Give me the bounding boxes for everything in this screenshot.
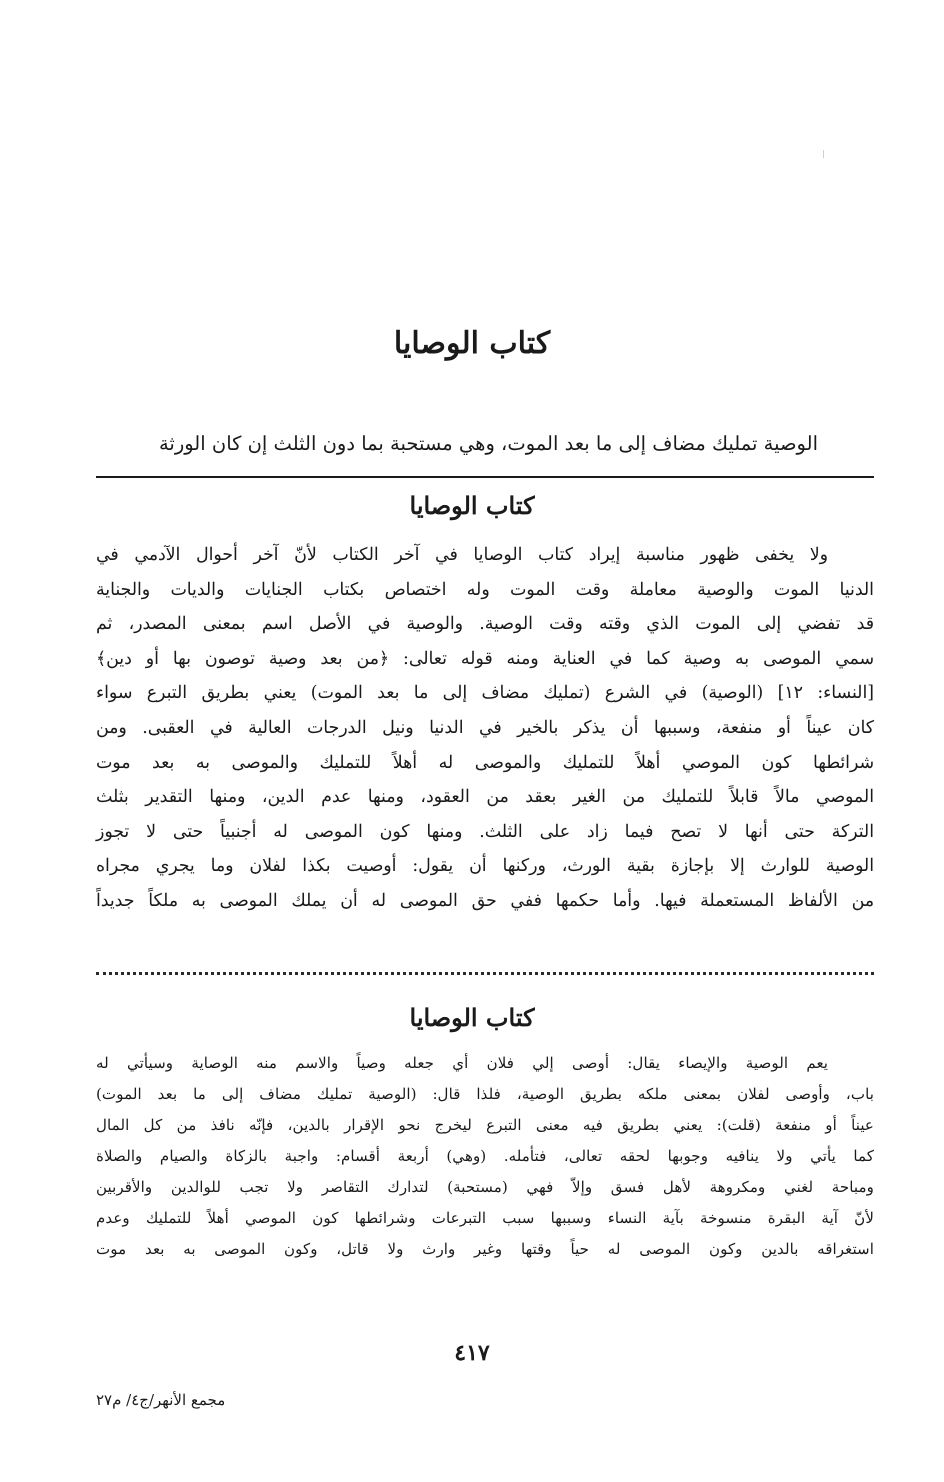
commentary-1-title: كتاب الوصايا (409, 491, 535, 520)
commentary-1-line: الموصي مالاً قابلاً للتمليك من الغير بعقد من العقود، ومنها عدم الدين، ومنها التقدير بثلث (96, 787, 874, 808)
commentary-2-line: لأنّ آية البقرة منسوخة بآية النساء وسببها سبب التبرعات وشرائطها كون الموصي أهلاً للتمليك وعدم (96, 1209, 874, 1227)
page-number: ٤١٧ (454, 1340, 490, 1366)
commentary-1-line: التركة حتى أنها لا تصح فيما زاد على الثلث. ومنها كون الموصى له أجنبياً حتى لا تجوز (96, 821, 874, 842)
commentary-1-line: الوصية للوارث إلا بإجازة بقية الورث، وركنها أن يقول: أوصيت بكذا لفلان وما يجري مجراه (96, 856, 874, 877)
commentary-1-line: [النساء: ١٢] (الوصية) في الشرع (تمليك مضاف إلى ما بعد الموت) يعني بطريق التبرع سواء (96, 683, 874, 704)
dotted-separator (96, 972, 874, 975)
commentary-2-body (96, 1048, 874, 1265)
chapter-title: كتاب الوصايا (393, 326, 551, 361)
commentary-1-body (96, 538, 874, 919)
margin-mark (823, 150, 824, 158)
commentary-2-line: كما يأتي ولا ينافيه وجوبها لحقه تعالى، فتأمله. (وهي) أربعة أقسام: واجبة بالزكاة والصيام والصلاة (96, 1147, 874, 1165)
commentary-2-line: ومباحة لغني ومكروهة لأهل فسق وإلاّ فهي (مستحبة) لتدارك التقاصر ولا تجب للوالدين والأقربين (96, 1178, 874, 1196)
commentary-2-line: عيناً أو منفعة (قلت): يعني بطريق فيه معنى التبرع ليخرج نحو الإقرار بالدين، فإنّه نافذ من كل المال (96, 1116, 874, 1134)
commentary-1-line: ولا يخفى ظهور مناسبة إيراد كتاب الوصايا في آخر الكتاب لأنّ آخر أحوال الآدمي في (96, 545, 828, 565)
commentary-1-line: كان عيناً أو منفعة، وسببها أن يذكر بالخير في الدنيا ونيل الدرجات العالية في العقبى. ومن (96, 717, 874, 738)
commentary-1-line: شرائطها كون الموصي أهلاً للتمليك والموصى له أهلاً للتمليك والموصى به بعد موت (96, 752, 874, 773)
commentary-1-line: سمي الموصى به وصية كما في العناية ومنه قوله تعالى: ﴿من بعد وصية توصون بها أو دين﴾ (96, 648, 874, 669)
commentary-1-line: من الألفاظ المستعملة فيها. وأما حكمها ففي حق الموصى له أن يملك الموصى به ملكاً جديداً (96, 890, 874, 911)
commentary-2-line: استغراقه بالدين وكون الموصى له حياً وقتها وغير وارث ولا قاتل، وكون الموصى به بعد موت (96, 1240, 874, 1258)
commentary-2-line: باب، وأوصى لفلان بمعنى ملكه بطريق الوصية، فلذا قال: (الوصية تمليك مضاف إلى ما بعد الموت) (96, 1085, 874, 1103)
footer-volume-reference: مجمع الأنهر/ج٤/ م٢٧ (96, 1391, 226, 1409)
matn-separator-line (96, 476, 874, 478)
commentary-2-line: يعم الوصية والإيصاء يقال: أوصى إلي فلان أي جعله وصياً والاسم منه الوصاية وسيأتي له (96, 1054, 828, 1072)
commentary-1-line: قد تفضي إلى الموت الذي وقته وقت الوصية. والوصية في الأصل اسم بمعنى المصدر، ثم (96, 614, 874, 635)
matn-text: الوصية تمليك مضاف إلى ما بعد الموت، وهي مستحبة بما دون الثلث إن كان الورثة (158, 432, 818, 455)
commentary-2-title: كتاب الوصايا (409, 1003, 535, 1032)
commentary-1-line: الدنيا الموت والوصية معاملة وقت الموت وله اختصاص بكتاب الجنايات والديات والجناية (96, 579, 874, 600)
